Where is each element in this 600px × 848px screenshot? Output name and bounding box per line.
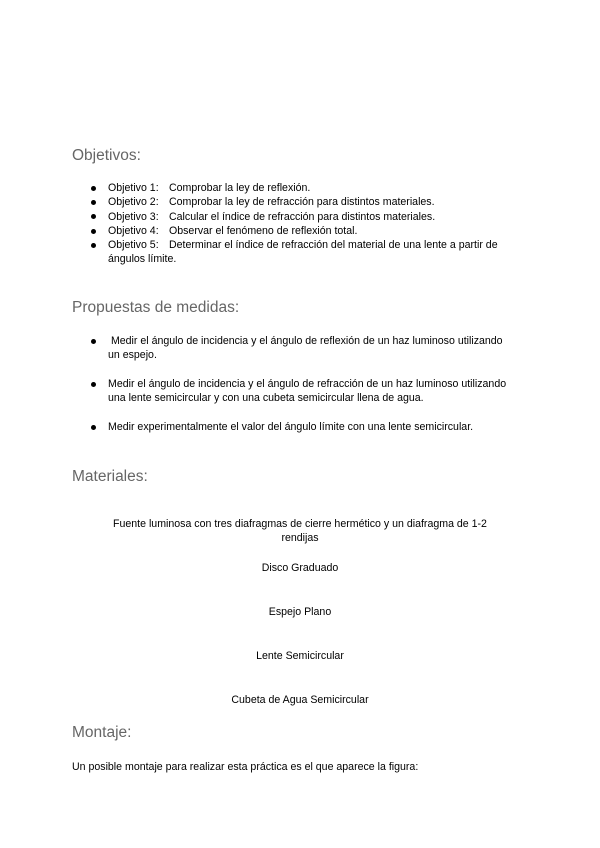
objetivos-heading: Objetivos:: [72, 147, 141, 164]
montaje-heading: Montaje:: [72, 724, 132, 741]
objetivo-item: [108, 195, 528, 209]
objetivo-label: Objetivo 2:: [108, 196, 159, 209]
montaje-text: Un posible montaje para realizar esta práctica es el que aparece la figura:: [72, 761, 419, 773]
objetivo-text: Comprobar la ley de refracción para distintos materiales.: [169, 196, 435, 209]
material-item: Cubeta de Agua Semicircular: [231, 694, 369, 706]
objetivo-label: Objetivo 5:: [108, 239, 159, 252]
propuesta-text-cont: un espejo.: [108, 349, 157, 362]
bullet-icon: [91, 200, 96, 205]
material-text: Fuente luminosa con tres diafragmas de cierre hermético y un diafragma de 1-2: [113, 518, 487, 530]
propuestas-list: [108, 334, 538, 449]
propuesta-item: [108, 420, 538, 434]
material-text-cont: rendijas: [281, 532, 319, 545]
objetivo-text: Determinar el índice de refracción del material de una lente a partir de: [169, 239, 498, 252]
bullet-icon: [91, 214, 96, 219]
propuesta-item: [108, 377, 538, 406]
objetivo-item: [108, 238, 528, 267]
objetivo-item: [108, 210, 528, 224]
objetivo-label: Objetivo 3:: [108, 210, 159, 223]
bullet-icon: [91, 186, 96, 191]
objetivo-item: [108, 224, 528, 238]
bullet-icon: [91, 339, 96, 344]
propuesta-text-cont: una lente semicircular y con una cubeta semicircular llena de agua.: [108, 392, 424, 405]
objetivo-label: Objetivo 4:: [108, 224, 159, 237]
objetivo-text: Comprobar la ley de reflexión.: [169, 182, 311, 194]
objetivo-label: Objetivo 1:: [108, 182, 159, 194]
propuestas-heading: Propuestas de medidas:: [72, 299, 240, 316]
materiales-heading: Materiales:: [72, 468, 148, 485]
propuesta-text: Medir el ángulo de incidencia y el ángulo de reflexión de un haz luminoso utilizando: [108, 335, 503, 347]
objetivo-text: Calcular el índice de refracción para distintos materiales.: [169, 210, 436, 223]
bullet-icon: [91, 382, 96, 387]
objetivo-text: Observar el fenómeno de reflexión total.: [169, 224, 358, 237]
objetivo-item: [108, 181, 528, 195]
objetivos-list: [108, 181, 528, 267]
bullet-icon: [91, 243, 96, 248]
objetivo-text-cont: ángulos límite.: [108, 253, 177, 266]
material-item: Disco Graduado: [261, 562, 339, 574]
propuesta-text: Medir experimentalmente el valor del ángulo límite con una lente semicircular.: [108, 421, 474, 434]
propuesta-item: [108, 334, 538, 363]
material-item: [0, 517, 600, 546]
propuesta-text: Medir el ángulo de incidencia y el ángulo de refracción de un haz luminoso utilizando: [108, 378, 507, 391]
material-item: Lente Semicircular: [256, 650, 344, 662]
material-item: Espejo Plano: [268, 606, 332, 618]
bullet-icon: [91, 425, 96, 430]
bullet-icon: [91, 229, 96, 234]
